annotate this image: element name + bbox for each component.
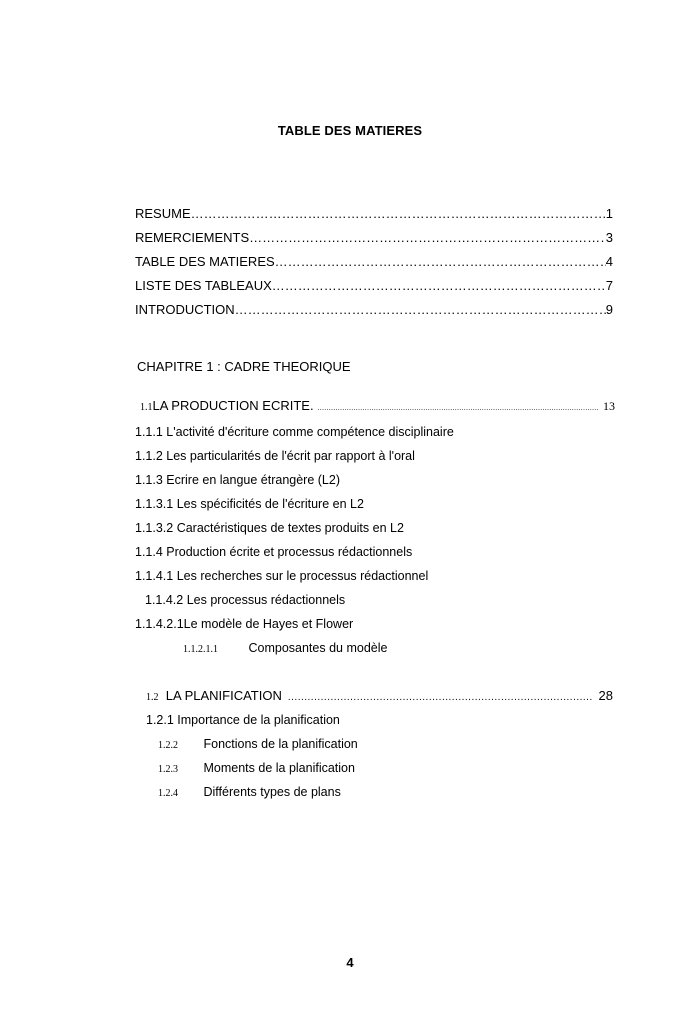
dot-leader — [235, 302, 606, 318]
subentry-number: 1.2.2 — [158, 740, 178, 751]
toc-entry-label: TABLE DES MATIERES — [135, 254, 275, 269]
page-title: TABLE DES MATIERES — [277, 123, 423, 138]
subentry-label: Différents types de plans — [203, 785, 341, 799]
toc-section-planification[interactable] — [146, 688, 613, 706]
toc-subentry[interactable]: 1.1.3.1 Les spécificités de l'écriture en L2 — [135, 497, 364, 511]
subentry-number: 1.1.2.1.1 — [183, 644, 218, 655]
section-page: 13 — [603, 399, 615, 413]
dot-leader — [318, 400, 599, 416]
toc-entry-page: 4 — [605, 254, 613, 269]
toc-entry-page: 7 — [605, 278, 613, 293]
toc-subentry[interactable]: 1.1.4.2 Les processus rédactionnels — [145, 593, 346, 607]
toc-subentry[interactable]: 1.1.2 Les particularités de l'écrit par rapport à l'oral — [135, 449, 415, 463]
toc-entry-introduction[interactable] — [135, 302, 613, 318]
toc-subentry[interactable]: 1.1.3.2 Caractéristiques de textes produits en L2 — [135, 521, 404, 535]
section-page: 28 — [598, 688, 613, 703]
chapter-heading[interactable]: CHAPITRE 1 : CADRE THEORIQUE — [137, 359, 351, 374]
section-label: LA PRODUCTION ECRITE. — [152, 398, 314, 413]
toc-subentry-fonctions[interactable] — [158, 736, 358, 754]
subentry-label: Fonctions de la planification — [203, 737, 358, 751]
toc-entry-table-des-matieres[interactable] — [135, 254, 613, 270]
section-number: 1.1 — [140, 402, 153, 413]
section-label: LA PLANIFICATION — [165, 688, 282, 703]
toc-subentry[interactable]: 1.1.1 L'activité d'écriture comme compétence disciplinaire — [135, 425, 454, 439]
toc-entry-label: INTRODUCTION — [135, 302, 235, 317]
toc-subentry[interactable]: 1.1.4.1 Les recherches sur le processus rédactionnel — [135, 569, 429, 583]
toc-subentry-types-de-plans[interactable] — [158, 784, 341, 802]
toc-subentry[interactable]: 1.1.3 Ecrire en langue étrangère (L2) — [135, 473, 340, 487]
page-number: 4 — [346, 955, 354, 970]
toc-entry-label: LISTE DES TABLEAUX — [135, 278, 272, 293]
dot-leader — [275, 254, 606, 270]
toc-subentry-composantes[interactable] — [183, 640, 387, 658]
toc-entry-page: 9 — [605, 302, 613, 317]
dot-leader — [288, 690, 593, 706]
toc-subentry[interactable]: 1.1.4 Production écrite et processus rédactionnels — [135, 545, 413, 559]
toc-subentry[interactable]: 1.1.4.2.1Le modèle de Hayes et Flower — [135, 617, 354, 631]
toc-entry-resume[interactable] — [135, 206, 613, 222]
toc-entry-label: REMERCIEMENTS — [135, 230, 250, 245]
subentry-number: 1.2.4 — [158, 788, 178, 799]
toc-entry-label: RESUME — [135, 206, 191, 221]
toc-entry-remerciements[interactable] — [135, 230, 613, 246]
subentry-label: Composantes du modèle — [248, 641, 388, 655]
dot-leader — [191, 206, 606, 222]
section-number: 1.2 — [146, 692, 159, 703]
subentry-number: 1.2.3 — [158, 764, 178, 775]
toc-subentry[interactable]: 1.2.1 Importance de la planification — [146, 713, 340, 727]
toc-section-production-ecrite[interactable] — [140, 398, 615, 416]
toc-entry-liste-des-tableaux[interactable] — [135, 278, 613, 294]
toc-entry-page: 1 — [605, 206, 613, 221]
toc-subentry-moments[interactable] — [158, 760, 355, 778]
dot-leader — [249, 230, 606, 246]
dot-leader — [272, 278, 606, 294]
subentry-label: Moments de la planification — [203, 761, 355, 775]
toc-entry-page: 3 — [605, 230, 613, 245]
